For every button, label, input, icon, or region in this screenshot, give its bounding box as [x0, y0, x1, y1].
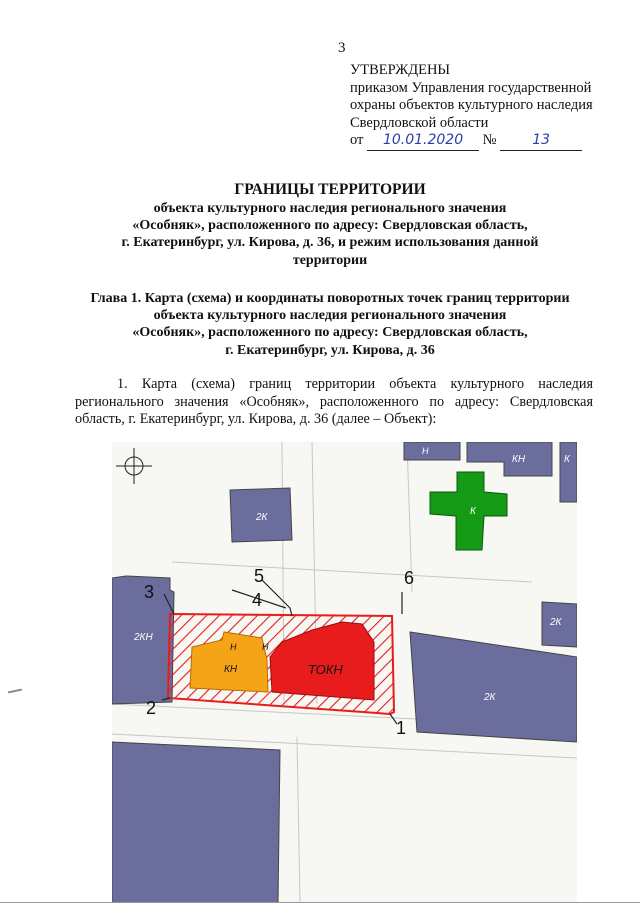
title-line-4: территории	[292, 252, 368, 268]
from-label: от	[350, 132, 364, 148]
label-2k-right: 2К	[484, 692, 496, 703]
chapter-line-4: г. Екатеринбург, ул. Кирова, д. 36	[225, 342, 435, 358]
approval-number: 13	[500, 132, 582, 151]
map-drawing	[112, 442, 577, 903]
point-4: 4	[252, 590, 263, 610]
label-2kn-left: 2КН	[134, 632, 153, 643]
building-k-edge	[560, 442, 577, 502]
label-k-green: К	[470, 506, 476, 517]
building-kn-top	[467, 442, 552, 476]
building-small-top	[404, 442, 460, 460]
point-3: 3	[144, 582, 155, 602]
building-2k-bottom-left	[112, 742, 280, 903]
title-line-1: объекта культурного наследия регионального значения	[153, 201, 507, 216]
scan-mark	[8, 689, 22, 694]
number-label: №	[482, 132, 497, 148]
point-2: 2	[146, 698, 157, 718]
label-h-1: Н	[230, 642, 237, 652]
label-2k-top: 2К	[256, 512, 268, 523]
chapter-line-3: «Особняк», расположенного по адресу: Свердловская область,	[132, 325, 528, 341]
page-number: 3	[338, 40, 346, 56]
point-6: 6	[404, 568, 415, 588]
label-okn-red: ТОКН	[308, 662, 343, 677]
label-2k-far: 2К	[550, 617, 562, 628]
boundary-map	[112, 442, 577, 903]
label-h-3: Н	[422, 446, 429, 456]
building-k-green	[430, 472, 507, 550]
approval-heading: УТВЕРЖДЕНЫ	[350, 62, 451, 78]
approval-line-3: Свердловской области	[350, 114, 489, 131]
title-subtitle	[60, 200, 600, 269]
building-2k-right	[410, 632, 577, 742]
approval-date: 10.01.2020	[367, 132, 479, 151]
point-5: 5	[254, 566, 265, 586]
approval-block	[350, 62, 593, 151]
chapter-heading	[60, 290, 600, 359]
title-line-3: г. Екатеринбург, ул. Кирова, д. 36, и режим использования данной	[121, 235, 539, 251]
label-kn-orange: КН	[224, 664, 238, 675]
label-h-2: Н	[262, 642, 269, 652]
approval-date-line	[350, 132, 593, 151]
approval-line-1: приказом Управления государственной	[350, 79, 592, 96]
title-line-2: «Особняк», расположенного по адресу: Свердловская область,	[132, 218, 528, 234]
chapter-line-2: объекта культурного наследия регионального значения	[153, 308, 507, 324]
title-main: ГРАНИЦЫ ТЕРРИТОРИИ	[234, 181, 426, 198]
page-bottom-line	[0, 902, 640, 903]
label-kn-top: КН	[512, 454, 526, 465]
label-k-edge: К	[564, 454, 570, 465]
paragraph-1: 1. Карта (схема) границ территории объекта культурного наследия регионального значения «Особняк», расположенного по адресу: Свердловская область, г. Екатеринбург, ул. Кирова, д. 36 (далее – Объект):	[75, 376, 593, 427]
compass-icon	[116, 448, 152, 484]
chapter-line-1: Глава 1. Карта (схема) и координаты поворотных точек границ территории	[90, 291, 570, 306]
point-1: 1	[396, 718, 407, 738]
approval-line-2: охраны объектов культурного наследия	[350, 97, 593, 113]
